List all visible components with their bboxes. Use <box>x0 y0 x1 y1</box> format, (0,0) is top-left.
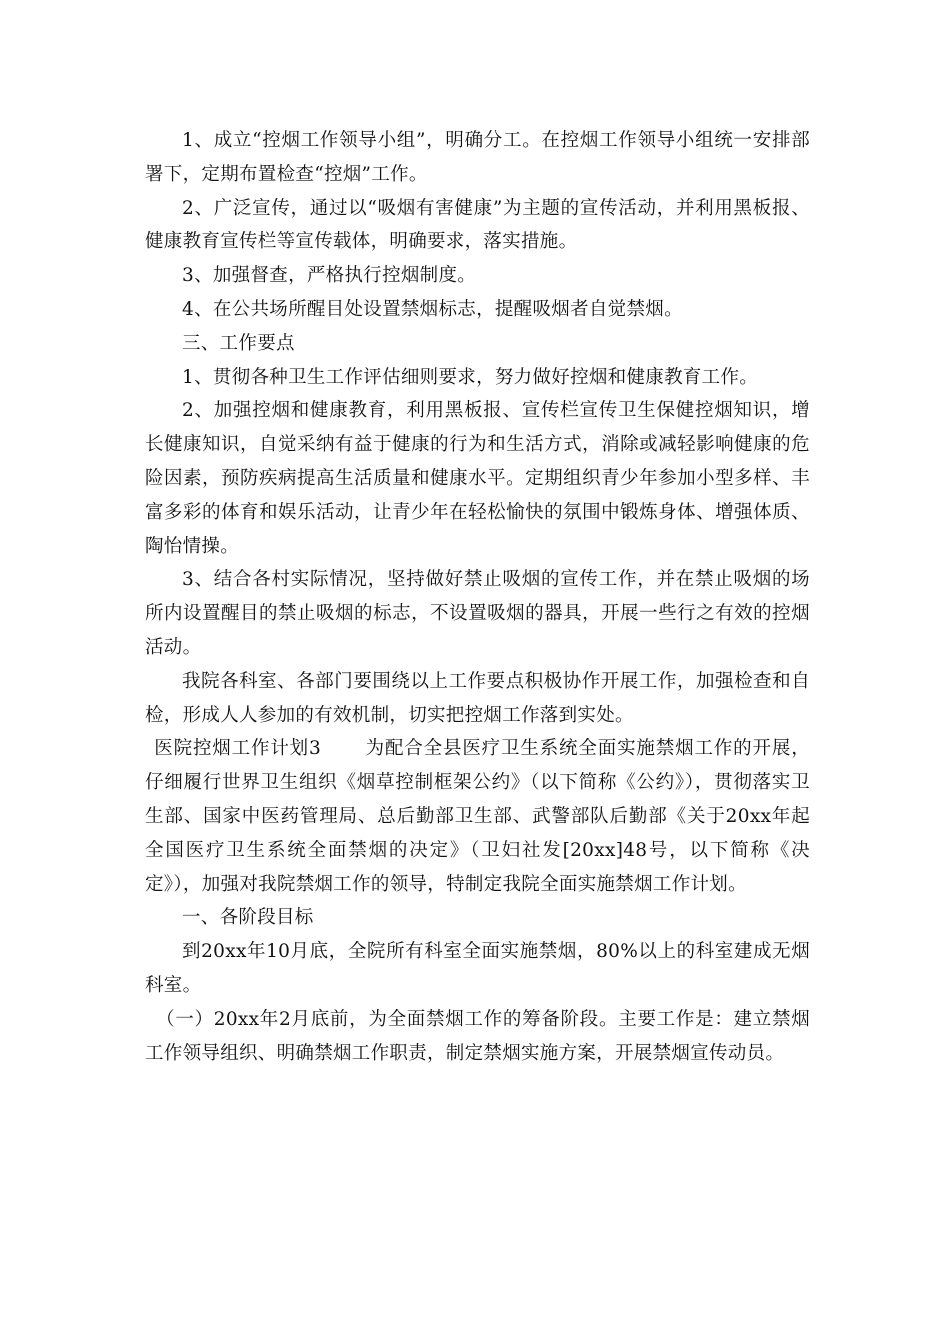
section-heading-goals: 一、各阶段目标 <box>182 907 314 929</box>
plan3-intro: 为配合全县医疗卫生系统全面实施禁烟工作的开展，仔细履行世界卫生组织《烟草控制框架公约》（以下简称《公约》），贯彻落实卫生部、国家中医药管理局、总后勤部卫生部、武警部队后勤部《关于20xx年起全国医疗卫生系统全面禁烟的决定》（卫妇社发[20xx]48号，以下简称《决定》），加强对我院禁烟工作的领导，特制定我院全面实施禁烟工作计划。 <box>145 738 810 895</box>
paragraph-item-4: 4、在公共场所醒目处设置禁烟标志，提醒吸烟者自觉禁烟。 <box>182 298 683 320</box>
paragraph-item-1: 1、成立“控烟工作领导小组”，明确分工。在控烟工作领导小组统一安排部署下，定期布置检查“控烟”工作。 <box>145 130 810 185</box>
work-point-3: 3、结合各村实际情况，坚持做好禁止吸烟的宣传工作，并在禁止吸烟的场所内设置醒目的禁止吸烟的标志，不设置吸烟的器具，开展一些行之有效的控烟活动。 <box>145 569 810 658</box>
stage-one-paragraph: （一）20xx年2月底前，为全面禁烟工作的筹备阶段。主要工作是：建立禁烟工作领导组织、明确禁烟工作职责，制定禁烟实施方案，开展禁烟宣传动员。 <box>145 1008 810 1064</box>
plan3-paragraph <box>145 732 810 901</box>
document-body <box>145 124 810 1070</box>
work-point-2: 2、加强控烟和健康教育，利用黑板报、宣传栏宣传卫生保健控烟知识，增长健康知识，自觉采纳有益于健康的行为和生活方式，消除或减轻影响健康的危险因素，预防疾病提高生活质量和健康水平。定期组织青少年参加小型多样、丰富多彩的体育和娱乐活动，让青少年在轻松愉快的氛围中锻炼身体、增强体质、陶怡情操。 <box>145 400 810 557</box>
paragraph-item-3: 3、加强督查，严格执行控烟制度。 <box>182 265 477 287</box>
work-point-1: 1、贯彻各种卫生工作评估细则要求，努力做好控烟和健康教育工作。 <box>182 366 759 388</box>
plan3-title: 医院控烟工作计划3 <box>154 738 322 760</box>
paragraph-item-2: 2、广泛宣传，通过以“吸烟有害健康”为主题的宣传活动，并利用黑板报、健康教育宣传栏等宣传载体，明确要求，落实措施。 <box>145 197 810 253</box>
closing-paragraph: 我院各科室、各部门要围绕以上工作要点积极协作开展工作，加强检查和自检，形成人人参加的有效机制，切实把控烟工作落到实处。 <box>145 670 810 726</box>
section-heading-work-points: 三、工作要点 <box>182 332 295 354</box>
goal-paragraph: 到20xx年10月底，全院所有科室全面实施禁烟，80%以上的科室建成无烟科室。 <box>145 941 810 996</box>
